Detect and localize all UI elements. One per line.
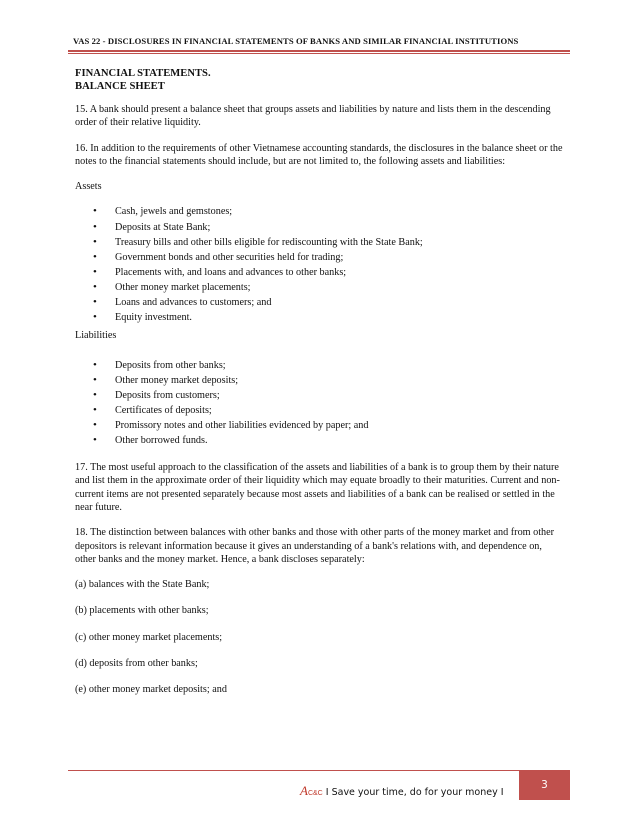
list-item: • Promissory notes and other liabilities evidenced by paper; and — [115, 418, 565, 433]
section-title-line-2: BALANCE SHEET — [75, 81, 165, 92]
list-item: • Equity investment. — [115, 310, 565, 325]
liabilities-label: Liabilities — [75, 330, 117, 342]
sub-item: (b) placements with other banks; — [75, 605, 209, 617]
list-item: • Deposits from customers; — [115, 388, 565, 403]
company-logo: A — [300, 783, 308, 798]
list-item: • Cash, jewels and gemstones; — [115, 204, 565, 219]
footer-rule — [68, 770, 570, 771]
assets-label: Assets — [75, 181, 102, 193]
company-logo-text: C&C — [307, 790, 323, 797]
list-item: • Treasury bills and other bills eligible for rediscounting with the State Bank; — [115, 235, 565, 250]
page-header: VAS 22 - DISCLOSURES IN FINANCIAL STATEMENTS OF BANKS AND SIMILAR FINANCIAL INSTITUTIONS — [73, 36, 519, 46]
list-item: • Deposits at State Bank; — [115, 220, 565, 235]
section-title — [75, 67, 565, 93]
list-item: • Government bonds and other securities held for trading; — [115, 250, 565, 265]
assets-list — [75, 204, 565, 325]
footer — [300, 783, 520, 797]
list-item: • Deposits from other banks; — [115, 358, 565, 373]
paragraph-18: 18. The distinction between balances with other banks and those with other parts of the money market and from other depositors is relevant information because it gives an understanding of a bank's relations with, and dependence on, other banks and the money market. Hence, a bank discloses separately: — [75, 527, 555, 565]
list-item: • Other money market placements; — [115, 280, 565, 295]
section-title-line-1: FINANCIAL STATEMENTS. — [75, 68, 211, 79]
list-item: • Loans and advances to customers; and — [115, 295, 565, 310]
footer-tagline: I Save your time, do for your money I — [325, 787, 504, 798]
sub-item: (e) other money market deposits; and — [75, 684, 227, 696]
paragraph-16: 16. In addition to the requirements of other Vietnamese accounting standards, the disclosures in the balance sheet or the notes to the financial statements should include, but are not limited to, the following assets and liabilities: — [75, 142, 563, 167]
header-rule-thin — [68, 53, 570, 54]
header-rule-thick — [68, 50, 570, 52]
liabilities-list — [75, 358, 565, 449]
list-item: • Other money market deposits; — [115, 373, 565, 388]
paragraph-17: 17. The most useful approach to the classification of the assets and liabilities of a bank is to group them by their nature and list them in the approximate order of their liquidity which may equate broadly to their maturities. Current and non-current items are not presented separately because most assets and liabilities of a bank can be realised or settled in the near future. — [75, 462, 560, 513]
paragraph-15: 15. A bank should present a balance sheet that groups assets and liabilities by nature and lists them in the descending order of their relative liquidity. — [75, 104, 551, 129]
page-number: 3 — [519, 771, 570, 800]
list-item: • Placements with, and loans and advances to other banks; — [115, 265, 565, 280]
sub-item: (c) other money market placements; — [75, 631, 223, 643]
sub-item: (a) balances with the State Bank; — [75, 579, 210, 591]
document-body — [75, 67, 565, 710]
list-item: • Other borrowed funds. — [115, 433, 565, 448]
sub-item: (d) deposits from other banks; — [75, 658, 198, 670]
disclosure-sub-items — [75, 578, 565, 696]
list-item: • Certificates of deposits; — [115, 403, 565, 418]
